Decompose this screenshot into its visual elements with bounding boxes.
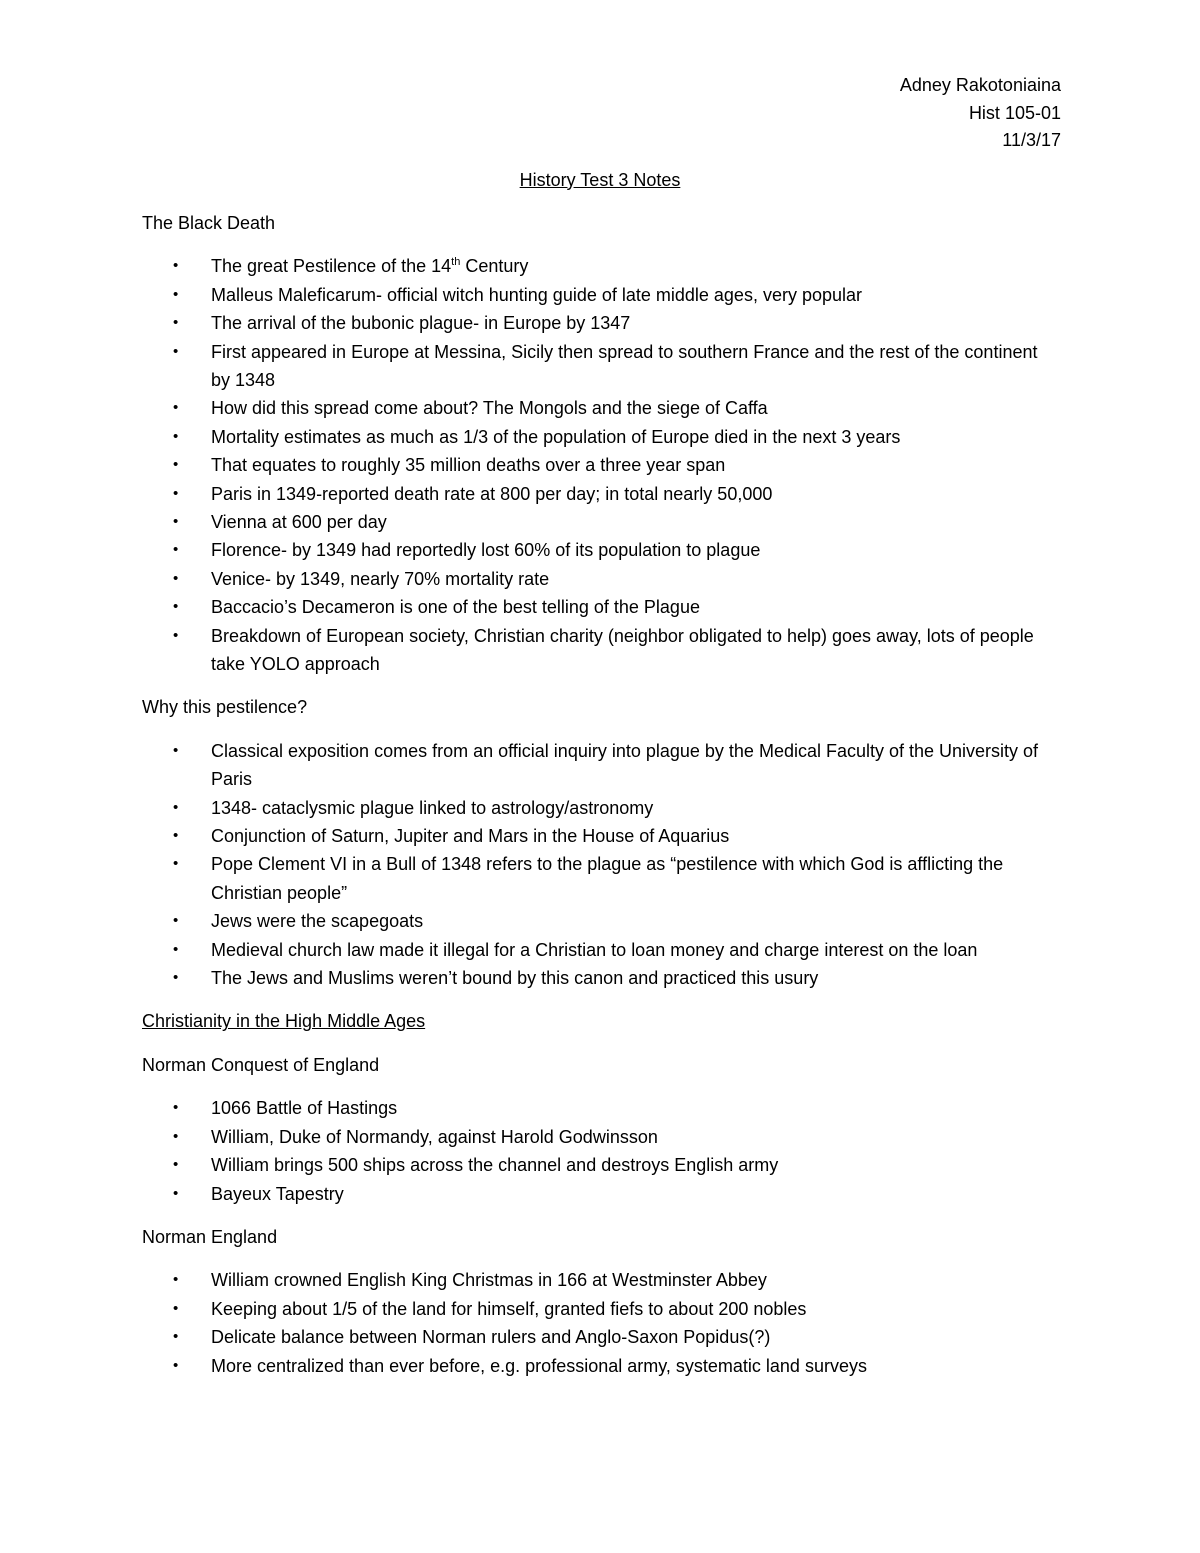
list-item <box>142 480 1058 508</box>
list-item <box>142 936 1058 964</box>
list-item-text: Medieval church law made it illegal for a Christian to loan money and charge interest on the loan <box>211 939 978 960</box>
list-item-text: The great Pestilence of the 14th Century <box>211 256 529 277</box>
list-item-text: William, Duke of Normandy, against Harold Godwinsson <box>211 1126 658 1147</box>
list-item-text: 1066 Battle of Hastings <box>211 1098 398 1119</box>
bullet-icon: • <box>173 827 179 845</box>
list-item-text: Breakdown of European society, Christian charity (neighbor obligated to help) goes away, lots of people take YOLO approach <box>211 625 1034 674</box>
list-item-text: More centralized than ever before, e.g. professional army, systematic land surveys <box>211 1355 867 1376</box>
norman-england-list <box>142 1266 1058 1380</box>
bullet-icon: • <box>173 969 179 987</box>
document-date: 11/3/17 <box>1002 130 1061 150</box>
bullet-icon: • <box>173 285 179 303</box>
list-item <box>142 593 1058 621</box>
list-item <box>142 338 1058 395</box>
bullet-icon: • <box>173 1099 179 1117</box>
list-item-text: First appeared in Europe at Messina, Sicily then spread to southern France and the rest of the continent by 1348 <box>211 341 1038 390</box>
course-code: Hist 105-01 <box>968 102 1061 123</box>
why-pestilence-list <box>142 737 1058 993</box>
list-item <box>142 565 1058 593</box>
bullet-icon: • <box>173 512 179 530</box>
bullet-icon: • <box>173 1299 179 1317</box>
bullet-icon: • <box>173 1127 179 1145</box>
list-item <box>142 622 1058 679</box>
bullet-icon: • <box>173 855 179 873</box>
bullet-icon: • <box>173 598 179 616</box>
list-item-text: Keeping about 1/5 of the land for himself, granted fiefs to about 200 nobles <box>211 1298 807 1319</box>
list-item-text: William brings 500 ships across the channel and destroys English army <box>211 1155 779 1176</box>
section-heading-black-death: The Black Death <box>142 212 276 233</box>
bullet-icon: • <box>173 626 179 644</box>
list-item <box>142 1323 1058 1351</box>
bullet-icon: • <box>173 1328 179 1346</box>
bullet-icon: • <box>173 798 179 816</box>
list-item-text: Baccacio’s Decameron is one of the best telling of the Plague <box>211 597 700 618</box>
list-item-text: Pope Clement VI in a Bull of 1348 refers to the plague as “pestilence with which God is afflicting the Christian people” <box>211 854 1004 903</box>
list-item <box>142 1094 1058 1122</box>
list-item <box>142 309 1058 337</box>
list-item <box>142 737 1058 794</box>
section-heading-christianity: Christianity in the High Middle Ages <box>142 1011 426 1032</box>
list-item <box>142 281 1058 309</box>
list-item-text: Venice- by 1349, nearly 70% mortality rate <box>211 568 550 589</box>
list-item-text: Conjunction of Saturn, Jupiter and Mars in the House of Aquarius <box>211 826 730 847</box>
bullet-icon: • <box>173 456 179 474</box>
bullet-icon: • <box>173 1356 179 1374</box>
list-item <box>142 1151 1058 1179</box>
list-item <box>142 794 1058 822</box>
norman-conquest-list <box>142 1094 1058 1208</box>
list-item <box>142 907 1058 935</box>
list-item <box>142 394 1058 422</box>
list-item-text: The arrival of the bubonic plague- in Europe by 1347 <box>211 313 631 334</box>
list-item <box>142 451 1058 479</box>
document-title: History Test 3 Notes <box>519 169 681 190</box>
list-item-text: The Jews and Muslims weren’t bound by this canon and practiced this usury <box>211 968 819 989</box>
black-death-list <box>142 252 1058 678</box>
bullet-icon: • <box>173 940 179 958</box>
bullet-icon: • <box>173 912 179 930</box>
bullet-icon: • <box>173 569 179 587</box>
section-heading-norman-england: Norman England <box>142 1226 278 1247</box>
list-item-text: Delicate balance between Norman rulers and Anglo-Saxon Popidus(?) <box>211 1327 771 1348</box>
bullet-icon: • <box>173 342 179 360</box>
list-item <box>142 850 1058 907</box>
bullet-icon: • <box>173 484 179 502</box>
list-item <box>142 1352 1058 1380</box>
list-item-text: Classical exposition comes from an official inquiry into plague by the Medical Faculty of the University of Paris <box>211 740 1039 790</box>
bullet-icon: • <box>173 1271 179 1289</box>
list-item-text: William crowned English King Christmas in 166 at Westminster Abbey <box>211 1270 767 1291</box>
list-item <box>142 1295 1058 1323</box>
list-item <box>142 1266 1058 1294</box>
list-item-text: How did this spread come about? The Mongols and the siege of Caffa <box>211 398 768 419</box>
list-item-text: 1348- cataclysmic plague linked to astrology/astronomy <box>211 797 654 818</box>
bullet-icon: • <box>173 427 179 445</box>
list-item-text: Malleus Maleficarum- official witch hunting guide of late middle ages, very popular <box>211 284 862 305</box>
bullet-icon: • <box>173 257 179 275</box>
list-item <box>142 508 1058 536</box>
bullet-icon: • <box>173 399 179 417</box>
author-name: Adney Rakotoniaina <box>899 75 1061 95</box>
list-item-text: Vienna at 600 per day <box>211 511 387 532</box>
list-item <box>142 536 1058 564</box>
list-item <box>142 822 1058 850</box>
bullet-icon: • <box>173 1156 179 1174</box>
author-header <box>142 72 1061 155</box>
list-item-text: Jews were the scapegoats <box>211 911 424 932</box>
list-item <box>142 964 1058 992</box>
section-heading-norman-conquest: Norman Conquest of England <box>142 1054 380 1075</box>
list-item-text: Mortality estimates as much as 1/3 of the population of Europe died in the next 3 years <box>211 426 901 447</box>
list-item <box>142 1180 1058 1208</box>
list-item <box>142 423 1058 451</box>
bullet-icon: • <box>173 541 179 559</box>
section-heading-why-pestilence: Why this pestilence? <box>142 697 308 718</box>
list-item-text: Paris in 1349-reported death rate at 800 per day; in total nearly 50,000 <box>211 483 773 504</box>
list-item <box>142 1123 1058 1151</box>
list-item-text: Bayeux Tapestry <box>211 1183 344 1204</box>
list-item-text: That equates to roughly 35 million deaths over a three year span <box>211 455 726 476</box>
bullet-icon: • <box>173 314 179 332</box>
bullet-icon: • <box>173 1184 179 1202</box>
list-item <box>142 252 1058 280</box>
bullet-icon: • <box>173 741 179 759</box>
list-item-text: Florence- by 1349 had reportedly lost 60% of its population to plague <box>211 540 761 561</box>
